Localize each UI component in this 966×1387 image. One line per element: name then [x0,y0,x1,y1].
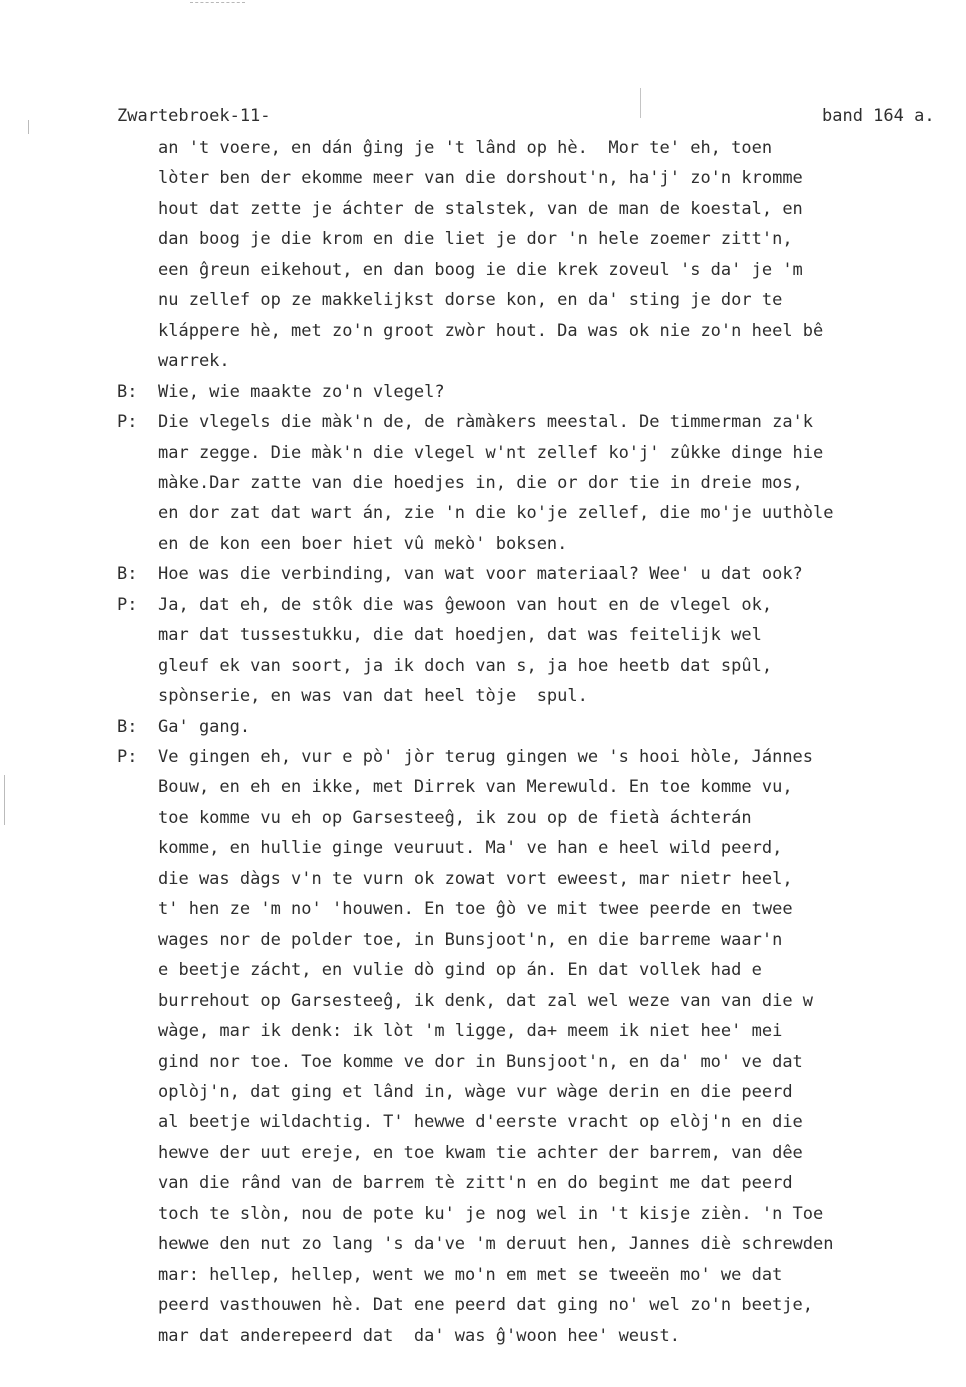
transcript-line [0,166,966,190]
transcript-line [0,319,966,343]
line-text: gind nor toe. Toe komme ve dor in Bunsjoot'n, en da' mo' ve dat [158,1051,803,1072]
transcript-line [0,1019,966,1043]
line-text: mar: hellep, hellep, went we mo'n em met se tweeën mo' we dat [158,1264,783,1285]
transcript-line [0,684,966,708]
line-text: hewwe den nut zo lang 's da've 'm deruut hen, Jannes diè schrewden [158,1234,834,1255]
line-text: wages nor de polder toe, in Bunsjoot'n, en die barreme waar'n [158,929,783,950]
speaker-label: P: [117,412,138,433]
transcript-line [0,532,966,556]
line-text: toch te slòn, nou de pote ku' je nog wel in 't kisje zièn. 'n Toe [158,1203,824,1224]
transcript-line [0,593,966,617]
transcript-line [0,806,966,830]
transcript-line [0,197,966,221]
document-title: Zwartebroek-11- [117,106,271,126]
transcript-line [0,1293,966,1317]
speaker-label: B: [117,716,138,737]
line-text: burrehout op Garsesteeĝ, ik denk, dat zal wel weze van van die w [158,990,814,1011]
transcript-line [0,1202,966,1226]
line-text: hout dat zette je áchter de stalstek, van de man de koestal, en [158,198,803,219]
line-text: van die rând van de barrem tè zitt'n en do begint me dat peerd [158,1173,793,1194]
transcript-line [0,989,966,1013]
transcript-line [0,258,966,282]
line-text: Hoe was die verbinding, van wat voor materiaal? Wee' u dat ook? [158,564,803,585]
speaker-label: P: [117,747,138,767]
line-text: Bouw, en eh en ikke, met Dirrek van Merewuld. En toe komme vu, [158,777,793,798]
line-text: en dor zat dat wart án, zie 'n die ko'je zellef, die mo'je uuthòle [158,503,834,524]
line-text: oplòj'n, dat ging et lând in, wàge vur wàge derin en die peerd [158,1081,793,1102]
transcript-line [0,928,966,952]
line-text: Wie, wie maakte zo'n vlegel? [158,381,445,402]
line-text: an 't voere, en dán ĝing je 't lând op hè. Mor te' eh, toen [158,138,773,158]
transcript-line [0,441,966,465]
transcript-line [0,1141,966,1165]
line-text: Ja, dat eh, de stôk die was ĝewoon van hout en de vlegel ok, [158,594,773,615]
line-text: t' hen ze 'm no' 'houwen. En toe ĝò ve mit twee peerde en twee [158,899,793,920]
header-tick-mark [640,88,641,118]
margin-mark [28,120,29,134]
transcript-line [0,471,966,495]
transcript-line [0,745,966,769]
line-text: wàge, mar ik denk: ik lòt 'm ligge, da+ meem ik niet hee' mei [158,1021,783,1041]
line-text: warrek. [158,351,230,372]
transcript-line [0,501,966,525]
transcript-line [0,623,966,647]
line-text: Ve gingen eh, vur e pò' jòr terug gingen we 's hooi hòle, Jánnes [158,747,814,767]
transcript-line [0,654,966,678]
transcript-line [0,1171,966,1195]
line-text: e beetje zácht, en vulie dò gind op án. En dat vollek had e [158,960,762,981]
line-text: kláppere hè, met zo'n groot zwòr hout. Da was ok nie zo'n heel bê [158,320,824,341]
speaker-label: P: [117,594,138,615]
transcript-line [0,380,966,404]
transcript-line [0,349,966,373]
line-text: spònserie, en was van dat heel tòje spul. [158,686,588,707]
speaker-label: B: [117,381,138,402]
transcript-line [0,1050,966,1074]
transcript-line [0,288,966,312]
transcript-line [0,897,966,921]
transcript-line [0,1080,966,1104]
transcript-line [0,775,966,799]
line-text: toe komme vu eh op Garsesteeĝ, ik zou op de fietà áchterán [158,807,752,828]
transcript-line [0,227,966,251]
transcript-line [0,1263,966,1287]
line-text: en de kon een boer hiet vû mekò' boksen. [158,533,568,554]
line-text: hewve der uut ereje, en toe kwam tie achter der barrem, van dêe [158,1142,803,1163]
line-text: lòter ben der ekomme meer van die dorshout'n, ha'j' zo'n kromme [158,168,803,189]
tape-reference: band 164 a. [822,106,935,126]
transcript-line [0,136,966,160]
line-text: al beetje wildachtig. T' hewwe d'eerste vracht op elòj'n en die [158,1112,803,1133]
line-text: dan boog je die krom en die liet je dor 'n hele zoemer zitt'n, [158,229,793,250]
transcript-line [0,1324,966,1348]
transcript-line [0,1232,966,1256]
line-text: mar dat tussestukku, die dat hoedjen, dat was feitelijk wel [158,625,762,646]
line-text: die was dàgs v'n te vurn ok zowat vort eweest, mar nietr heel, [158,868,793,889]
line-text: Die vlegels die màk'n de, de ràmàkers meestal. De timmerman za'k [158,412,814,433]
line-text: mar dat anderepeerd dat da' was ĝ'woon hee' weust. [158,1325,680,1346]
top-scratch-mark [190,2,245,3]
line-text: nu zellef op ze makkelijkst dorse kon, en da' sting je dor te [158,290,783,311]
line-text: màke.Dar zatte van die hoedjes in, die or dor tie in dreie mos, [158,472,803,493]
line-text: Ga' gang. [158,716,251,737]
transcript-line [0,958,966,982]
transcript-line [0,867,966,891]
transcript-line [0,715,966,739]
line-text: mar zegge. Die màk'n die vlegel w'nt zellef ko'j' zûkke dinge hie [158,442,824,463]
speaker-label: B: [117,564,138,585]
line-text: gleuf ek van soort, ja ik doch van s, ja hoe heetb dat spûl, [158,655,773,676]
line-text: een ĝreun eikehout, en dan boog ie die krek zoveul 's da' je 'm [158,259,803,280]
transcript-line [0,562,966,586]
transcript-line [0,1110,966,1134]
line-text: peerd vasthouwen hè. Dat ene peerd dat ging no' wel zo'n beetje, [158,1295,814,1316]
line-text: komme, en hullie ginge veuruut. Ma' ve han e heel wild peerd, [158,838,783,859]
transcript-line [0,836,966,860]
transcript-line [0,410,966,434]
